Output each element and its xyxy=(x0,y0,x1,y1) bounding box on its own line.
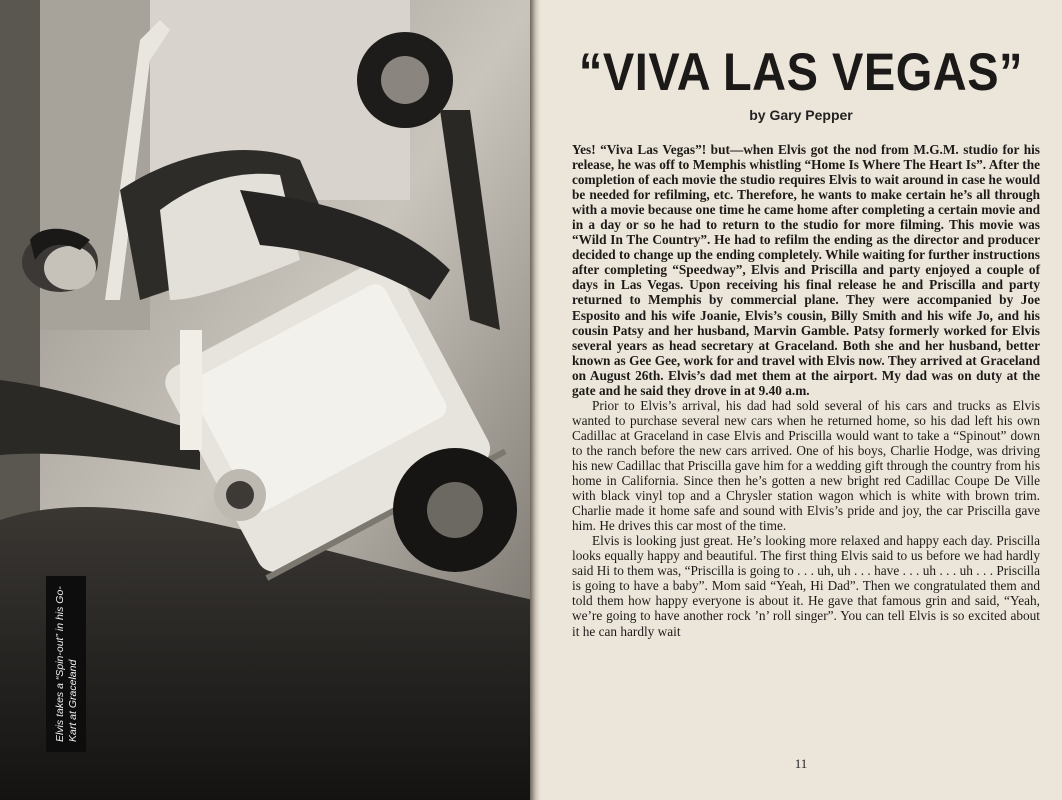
article-paragraph: Yes! “Viva Las Vegas”! but—when Elvis got the nod from M.G.M. studio for his release, he was off to Memphis whistling “Home Is Where The Heart Is”. After the completion of each movie the studio requires Elvis to wait around in case he would be needed for refilming, etc. Therefore, he wants to make certain he’s all through with a movie because one time he came home after completing a certain movie and in a day or so he had to return to the studio for more filming. This movie was “Wild In The Country”. He had to refilm the ending as the director and producer decided to change up the ending completely. While waiting for further instructions after completing “Speedway”, Elvis and Priscilla and party enjoyed a couple of days in Las Vegas. Upon receiving his final release he and Priscilla and party returned to Memphis by commercial plane. They were accompanied by Joe Esposito and his wife Joanie, Elvis’s cousin, Billy Smith and his wife Jo, and his cousin Patsy and her husband, Marvin Gamble. Patsy formerly worked for Elvis several years as head secretary at Graceland. Both she and her husband, better known as Gee Gee, work for and travel with Elvis now. They arrived at Graceland on August 26th. Elvis’s dad met them at the airport. My dad was on duty at the gate and he said they drove in at 9.40 a.m. xyxy=(572,142,1040,398)
article-body xyxy=(572,142,1040,639)
article-byline: by Gary Pepper xyxy=(749,107,853,123)
page-number: 11 xyxy=(794,756,808,771)
article-title: “VIVA LAS VEGAS” xyxy=(578,41,1024,102)
article-paragraph: Prior to Elvis’s arrival, his dad had sold several of his cars and trucks as Elvis wanted to purchase several new cars when he returned home, so his dad left his own Cadillac at Graceland in case Elvis and Priscilla would want to take a “Spinout” down to the ranch before the new cars arrived. One of his boys, Charlie Hodge, was driving his new Cadillac that Priscilla gave him for a wedding gift through the country from his home in California. Since then he’s gotten a new bright red Cadillac Coupe De Ville with black vinyl top and a Chrysler station wagon which is white with brown trim. Charlie made it home safe and sound with Elvis’s pride and joy, the car Priscilla gave him. He drives this car most of the time. xyxy=(572,397,1040,534)
article-paragraph: Elvis is looking just great. He’s looking more relaxed and happy each day. Priscilla looks equally happy and beautiful. The first thing Elvis said to us before we had hardly said Hi to them was, “Priscilla is going to . . . uh, uh . . . have . . . uh . . . uh . . . Priscilla is going to have a baby”. Mom said “Yeah, Hi Dad”. Then we congratulated them and told them how happy everyone is about it. He gave that famous grin and said, “Yeah, we’re going to have another rock ’n’ roll singer”. You can tell Elvis is so excited about it he can hardly wait xyxy=(572,533,1040,639)
page-gutter xyxy=(530,0,540,800)
photo-caption: Elvis takes a “Spin-out” in his Go-Kart at Graceland xyxy=(54,586,79,742)
photo-caption-box xyxy=(46,576,86,752)
article-page xyxy=(540,0,1062,800)
